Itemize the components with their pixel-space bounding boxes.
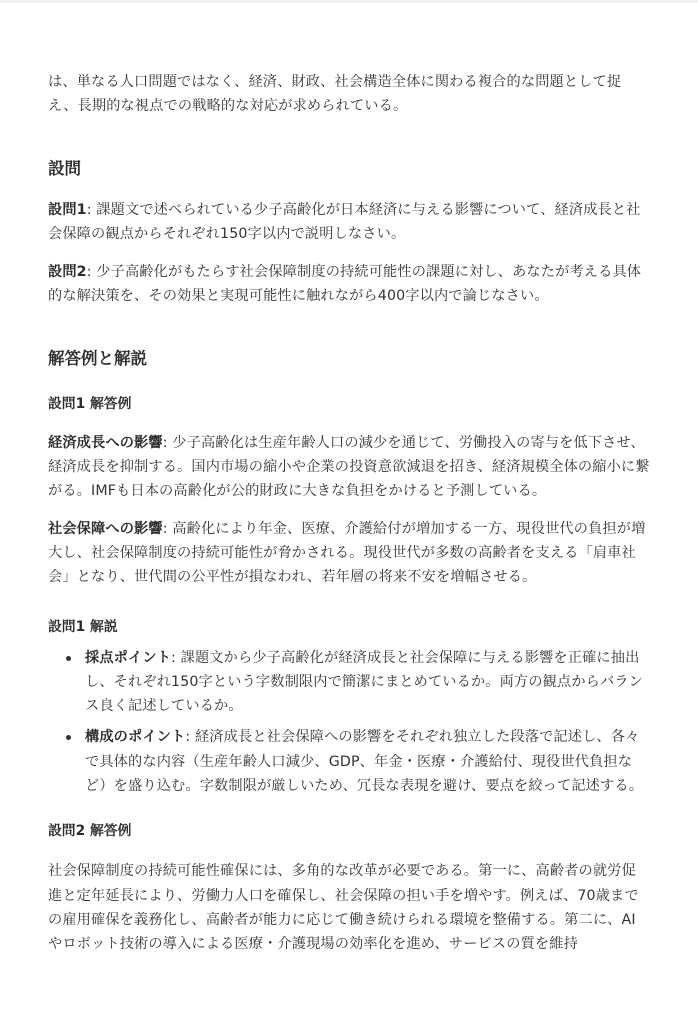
answer-economic-growth — [48, 431, 650, 504]
intro-paragraph: は、単なる人口問題ではなく、経済、財政、社会構造全体に関わる複合的な問題として捉え、長期的な視点での戦略的な対応が求められている。 — [48, 74, 622, 115]
top-edge-divider — [0, 0, 698, 3]
bullet-icon — [66, 735, 71, 740]
scoring-points-text: 課題文から少子高齢化が経済成長と社会保障に与える影響を正確に抽出し、それぞれ150字という字数制限内で簡潔にまとめているか。両方の観点からバランス良く記述しているか。 — [85, 649, 644, 715]
answer-economic-growth-text: 少子高齢化は生産年齢人口の減少を通じて、労働投入の寄与を低下させ、経済成長を抑制する。国内市場の縮小や企業の投資意欲減退を招き、経済規模全体の縮小に繋がる。IMFも日本の高齢化が公的財政に大きな負担をかけると予測している。 — [48, 434, 650, 500]
q1-explanation-heading: 設問1 解説 — [48, 618, 118, 635]
structure-points-text: 経済成長と社会保障への影響をそれぞれ独立した段落で記述し、各々で具体的な内容（生産年齢人口減少、GDP、年金・医療・介護給付、現役世代負担など）を盛り込む。字数制限が厳しいため、冗長な表現を避け、要点を絞って記述する。 — [85, 729, 644, 795]
question-2-label: 設問2 — [48, 264, 87, 281]
bullet-icon — [66, 656, 71, 661]
question-1-separator: : — [86, 201, 97, 218]
question-2 — [48, 260, 650, 309]
question-1-label: 設問1 — [48, 201, 87, 218]
question-1-text: 課題文で述べられている少子高齢化が日本経済に与える影響について、経済成長と社会保障の観点からそれぞれ150字以内で説明しなさい。 — [48, 201, 641, 242]
q2-answer-paragraph: 社会保障制度の持続可能性確保には、多角的な改革が必要である。第一に、高齢者の就労促進と定年延長により、労働力人口を確保し、社会保障の担い手を増やす。例えば、70歳までの雇用確保を義務化し、高齢者が能力に応じて働き続けられる環境を整備する。第二に、AIやロボット技術の導入による医療・介護現場の効率化を進め、サービスの質を維持 — [48, 863, 639, 953]
answer-economic-growth-label: 経済成長への影響 — [48, 434, 163, 451]
answer-social-security-separator: : — [162, 520, 173, 537]
answer-social-security — [48, 517, 650, 590]
q2-answer-heading: 設問2 解答例 — [48, 823, 132, 840]
scoring-points-separator: : — [171, 649, 181, 666]
question-2-separator: : — [86, 264, 97, 281]
question-2-text: 少子高齢化がもたらす社会保障制度の持続可能性の課題に対し、あなたが考える具体的な解決策を、その効果と実現可能性に触れながら400字以内で論じなさい。 — [48, 264, 642, 305]
structure-points-label: 構成のポイント — [85, 729, 186, 746]
q1-answer-heading: 設問1 解答例 — [48, 395, 132, 412]
answers-section — [48, 347, 650, 957]
list-item-scoring-points — [85, 646, 650, 719]
answer-economic-growth-separator: : — [162, 434, 173, 451]
scoring-points-label: 採点ポイント — [85, 649, 172, 666]
document-content — [48, 70, 650, 957]
structure-points-separator: : — [185, 729, 195, 746]
q1-explanation-list — [48, 646, 650, 799]
list-item-structure-points — [85, 725, 650, 798]
answer-social-security-text: 高齢化により年金、医療、介護給付が増加する一方、現役世代の負担が増大し、社会保障制度の持続可能性が脅かされる。現役世代が多数の高齢者を支える「肩車社会」となり、世代間の公平性が損なわれ、若年層の将来不安を増幅させる。 — [48, 520, 646, 586]
question-1 — [48, 198, 650, 247]
answer-social-security-label: 社会保障への影響 — [48, 520, 163, 537]
questions-section — [48, 157, 650, 309]
questions-heading: 設問 — [48, 158, 81, 178]
answers-heading: 解答例と解説 — [48, 348, 147, 368]
